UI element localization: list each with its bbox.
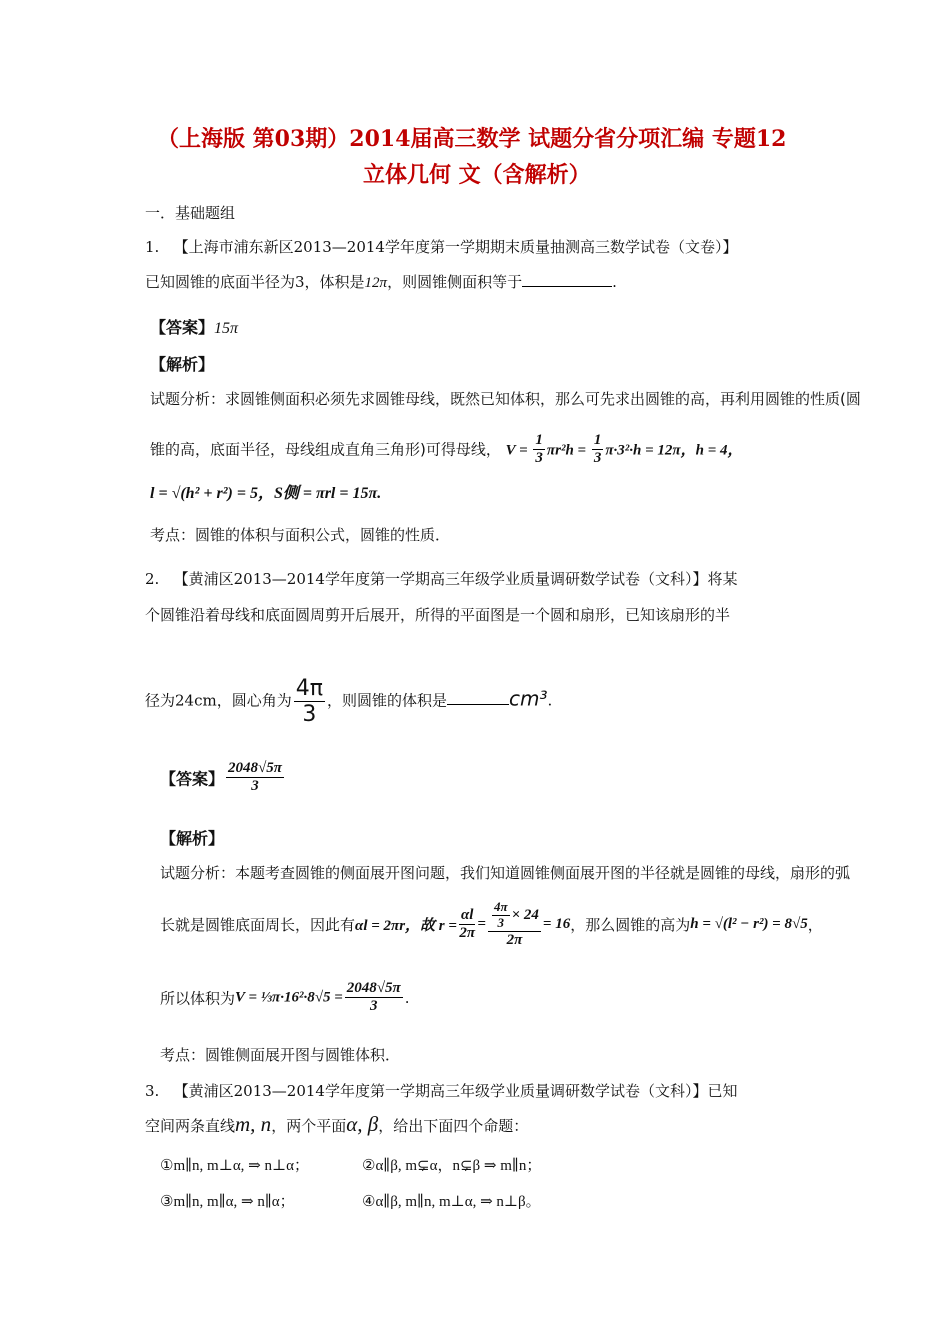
q3-source	[145, 1080, 737, 1101]
q2-answer	[160, 760, 286, 796]
q1-frac-third-b: $\frac{1}{3}$	[593, 432, 602, 467]
q1-question-end: .	[612, 273, 617, 291]
q3-line2-post: ，给出下面四个命题：	[378, 1117, 529, 1135]
q1-formula-post: π·3²·h = 12π，h = 4，	[605, 442, 743, 459]
q2-source-text: 【黄浦区2013—2014学年度第一学期高三年级学业质量调研数学试卷（文科）】将某	[173, 570, 738, 588]
q1-keypoint: 考点：圆锥的体积与面积公式，圆锥的性质．	[150, 526, 451, 544]
q1-answer	[150, 315, 238, 338]
q1-analysis-line3: l = √(h² + r²) = 5，S侧 = πrl = 15π.	[150, 485, 382, 502]
q3-source-text: 【黄浦区2013—2014学年度第一学期高三年级学业质量调研数学试卷（文科）】已知	[173, 1082, 738, 1100]
q3-prop4: ④α∥β, m∥n, m⊥α, ⇒ n⊥β。	[362, 1194, 541, 1210]
q1-volume: 12π	[364, 275, 388, 291]
q1-source	[145, 236, 737, 257]
q3-line2-pre: 空间两条直线	[145, 1117, 236, 1135]
q1-source-text: 【上海市浦东新区2013—2014学年度第一学期期末质量抽测高三数学试卷（文卷）】	[173, 238, 738, 256]
q2-angle-fraction: $\frac{4\pi}{3}$	[295, 676, 323, 728]
q2-analysis-line3-pre: 所以体积为	[160, 989, 236, 1008]
q2-answer-label: 【答案】	[160, 769, 225, 789]
q2-formula-h: h = √(l² − r²) = 8√5	[690, 916, 808, 933]
q1-number: 1.	[145, 238, 160, 256]
q2-keypoint: 考点：圆锥侧面展开图与圆锥体积．	[160, 1046, 401, 1064]
q2-analysis-line2-end: ，	[807, 916, 823, 935]
q2-analysis-line1: 试题分析：本题考查圆锥的侧面展开图问题，我们知道圆锥侧面展开图的半径就是圆锥的母线，扇形的弧	[160, 864, 851, 882]
q3-line2	[145, 1112, 528, 1137]
q1-analysis-label: 【解析】	[150, 355, 215, 374]
q2-line3-post: ，则圆锥的体积是	[326, 691, 447, 710]
q2-number: 2.	[145, 570, 160, 588]
doc-title-line1: （上海版 第03期）2014届高三数学 试题分省分项汇编 专题12	[157, 126, 787, 152]
q2-answer-blank	[447, 704, 509, 705]
q1-formula-v: V =	[505, 442, 532, 459]
q2-line3-pre: 径为24cm，圆心角为	[145, 691, 292, 710]
q1-question-pre: 已知圆锥的底面半径为3，体积是	[145, 273, 365, 291]
q2-source	[145, 568, 737, 589]
q3-prop1: ①m∥n, m⊥α, ⇒ n⊥α；	[160, 1158, 309, 1174]
q1-analysis-line2	[150, 432, 743, 468]
q1-question	[145, 271, 617, 292]
q2-analysis-line2-pre: 长就是圆锥底面周长，因此有	[160, 916, 356, 935]
q1-frac-third-a: $\frac{1}{3}$	[535, 432, 543, 467]
q1-analysis-line1: 试题分析：求圆锥侧面积必须先求圆锥母线，既然已知体积，那么可先求出圆锥的高，再利用圆锥的性质(圆	[150, 390, 861, 408]
q3-prop2: ②α∥β, m⊊α，n⊊β ⇒ m∥n；	[362, 1158, 542, 1174]
q1-analysis-line2-text: 锥的高，底面半径，母线组成直角三角形)可得母线，	[150, 440, 501, 459]
q2-line3-end: .	[547, 691, 553, 710]
q2-analysis-line2-post: ，那么圆锥的高为	[570, 916, 691, 935]
q2-formula-v: V = ⅓π·16²·8√5 =	[235, 989, 343, 1006]
q1-question-post: ，则圆锥侧面积等于	[387, 273, 523, 291]
doc-title-line2: 立体几何 文（含解析）	[363, 162, 591, 188]
q2-formula-r: αl = 2πr，故 r =	[355, 918, 457, 935]
q3-prop3: ③m∥n, m∥α, ⇒ n∥α；	[160, 1194, 295, 1210]
q2-frac-al: $\frac{\alpha l}{2\pi}$	[459, 906, 476, 942]
q2-answer-fraction: $\frac{2048√5\pi}{3}$	[228, 760, 282, 795]
q2-analysis-line2: 长就是圆锥底面周长，因此有αl = 2πr，故 r = $\frac{\alpha l}{2\pi}$ = $\frac{4\pi}{3}$ × 24 2π = 16，那么圆锥的高为h = √(l² − r²) = 8√5，	[160, 899, 823, 948]
q3-number: 3.	[145, 1082, 160, 1100]
q1-answer-value: 15π	[214, 320, 239, 337]
q2-line2: 个圆锥沿着母线和底面圆周剪开后展开，所得的平面图是一个圆和扇形，已知该扇形的半	[145, 606, 731, 624]
q2-analysis-line3-end: .	[404, 988, 410, 1007]
q1-answer-label: 【答案】	[150, 318, 215, 337]
q2-result-16: = 16	[542, 916, 571, 933]
q2-volume-fraction: $\frac{2048√5\pi}{3}$	[346, 980, 401, 1015]
q1-answer-blank	[522, 286, 612, 287]
q3-planes: α, β	[346, 1112, 379, 1136]
q3-line2-mid: ，两个平面	[271, 1117, 347, 1135]
q2-line3	[145, 676, 552, 728]
q2-unit: cm³	[508, 686, 548, 711]
q2-frac-compound: $\frac{4\pi}{3}$ × 24 2π	[488, 900, 541, 949]
q2-analysis-label: 【解析】	[160, 829, 225, 848]
q3-lines: m, n	[235, 1112, 272, 1136]
q2-analysis-line3	[160, 980, 409, 1016]
q1-formula-mid: πr²h =	[546, 442, 590, 459]
section-heading: 一．基础题组	[145, 204, 236, 222]
